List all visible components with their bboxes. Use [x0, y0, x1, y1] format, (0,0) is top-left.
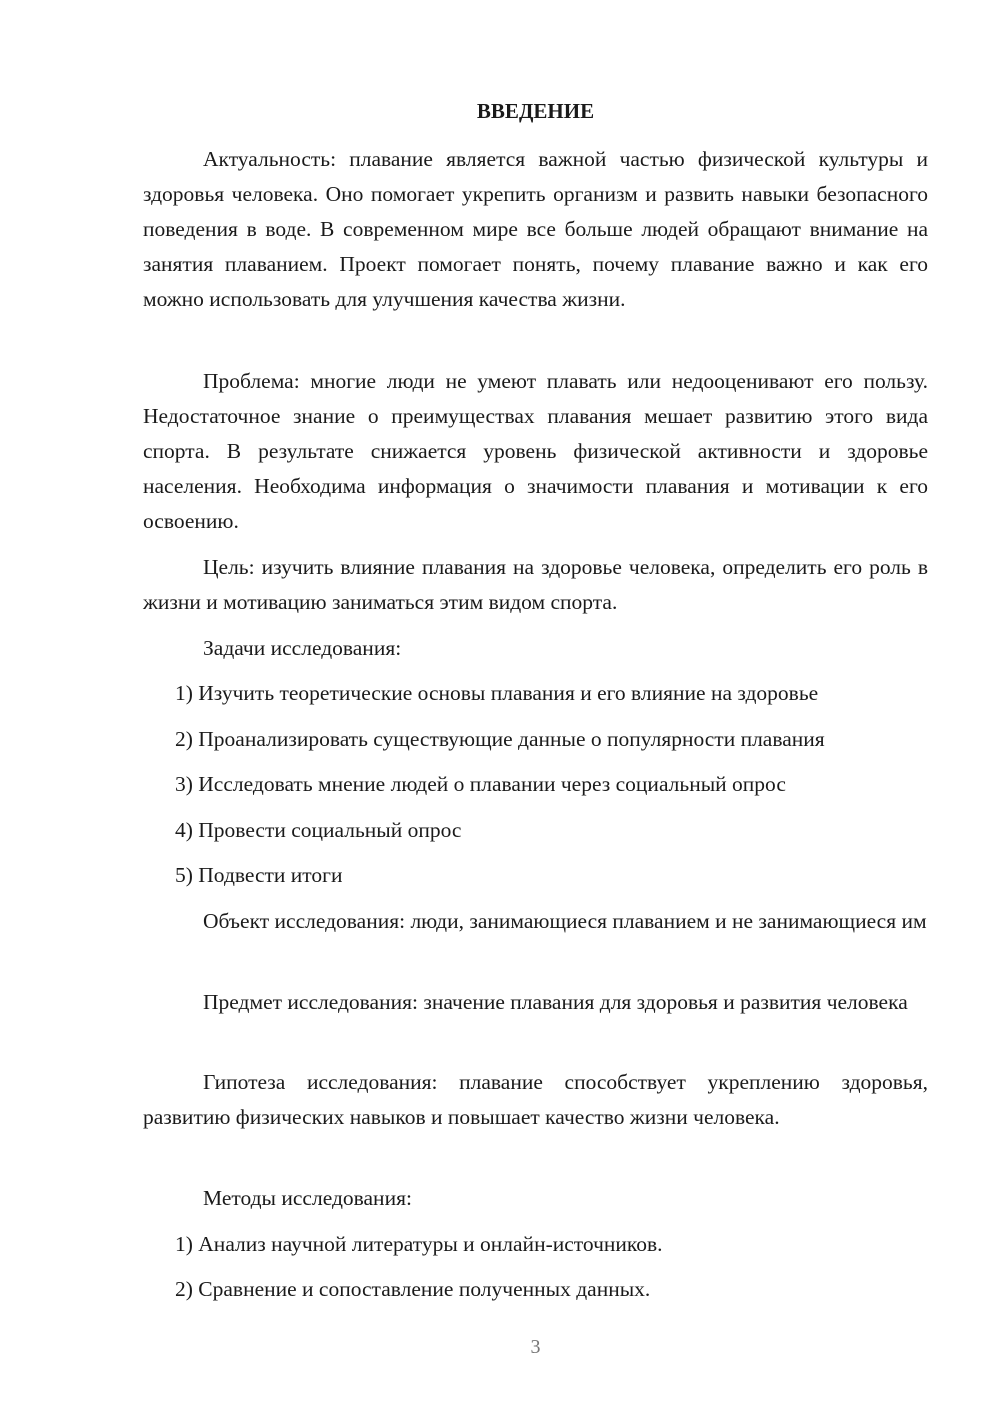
task-item: 4) Провести социальный опрос [175, 818, 462, 842]
task-item: 5) Подвести итоги [175, 863, 343, 887]
task-item: 2) Проанализировать существующие данные о популярности плавания [175, 727, 825, 751]
method-item: 2) Сравнение и сопоставление полученных данных. [175, 1277, 651, 1301]
hypothesis-paragraph: Гипотеза исследования: плавание способствует укреплению здоровья, развитию физических навыков и повышает качество жизни человека. [143, 1070, 928, 1129]
method-item: 1) Анализ научной литературы и онлайн-источников. [175, 1232, 663, 1256]
goal-paragraph: Цель: изучить влияние плавания на здоровье человека, определить его роль в жизни и мотивацию заниматься этим видом спорта. [143, 555, 928, 614]
page-number: 3 [530, 1336, 541, 1358]
methods-heading: Методы исследования: [203, 1186, 412, 1210]
object-paragraph: Объект исследования: люди, занимающиеся плаванием и не занимающиеся им [203, 909, 927, 933]
task-item: 1) Изучить теоретические основы плавания и его влияние на здоровье [175, 681, 819, 705]
tasks-heading: Задачи исследования: [203, 636, 402, 660]
document-page [143, 0, 928, 1414]
subject-paragraph: Предмет исследования: значение плавания для здоровья и развития человека [203, 990, 908, 1014]
relevance-paragraph: Актуальность: плавание является важной частью физической культуры и здоровья человека. Оно помогает укрепить организм и развить навыки безопасного поведения в воде. В современном мире все больше людей обращают внимание на занятия плаванием. Проект помогает понять, почему плавание важно и как его можно использовать для улучшения качества жизни. [143, 147, 928, 311]
task-item: 3) Исследовать мнение людей о плавании через социальный опрос [175, 772, 786, 796]
problem-paragraph: Проблема: многие люди не умеют плавать или недооценивают его пользу. Недостаточное знание о преимуществах плавания мешает развитию этого вида спорта. В результате снижается уровень физической активности и здоровье населения. Необходима информация о значимости плавания и мотивации к его освоению. [143, 369, 928, 533]
section-title: ВВЕДЕНИЕ [476, 99, 595, 123]
